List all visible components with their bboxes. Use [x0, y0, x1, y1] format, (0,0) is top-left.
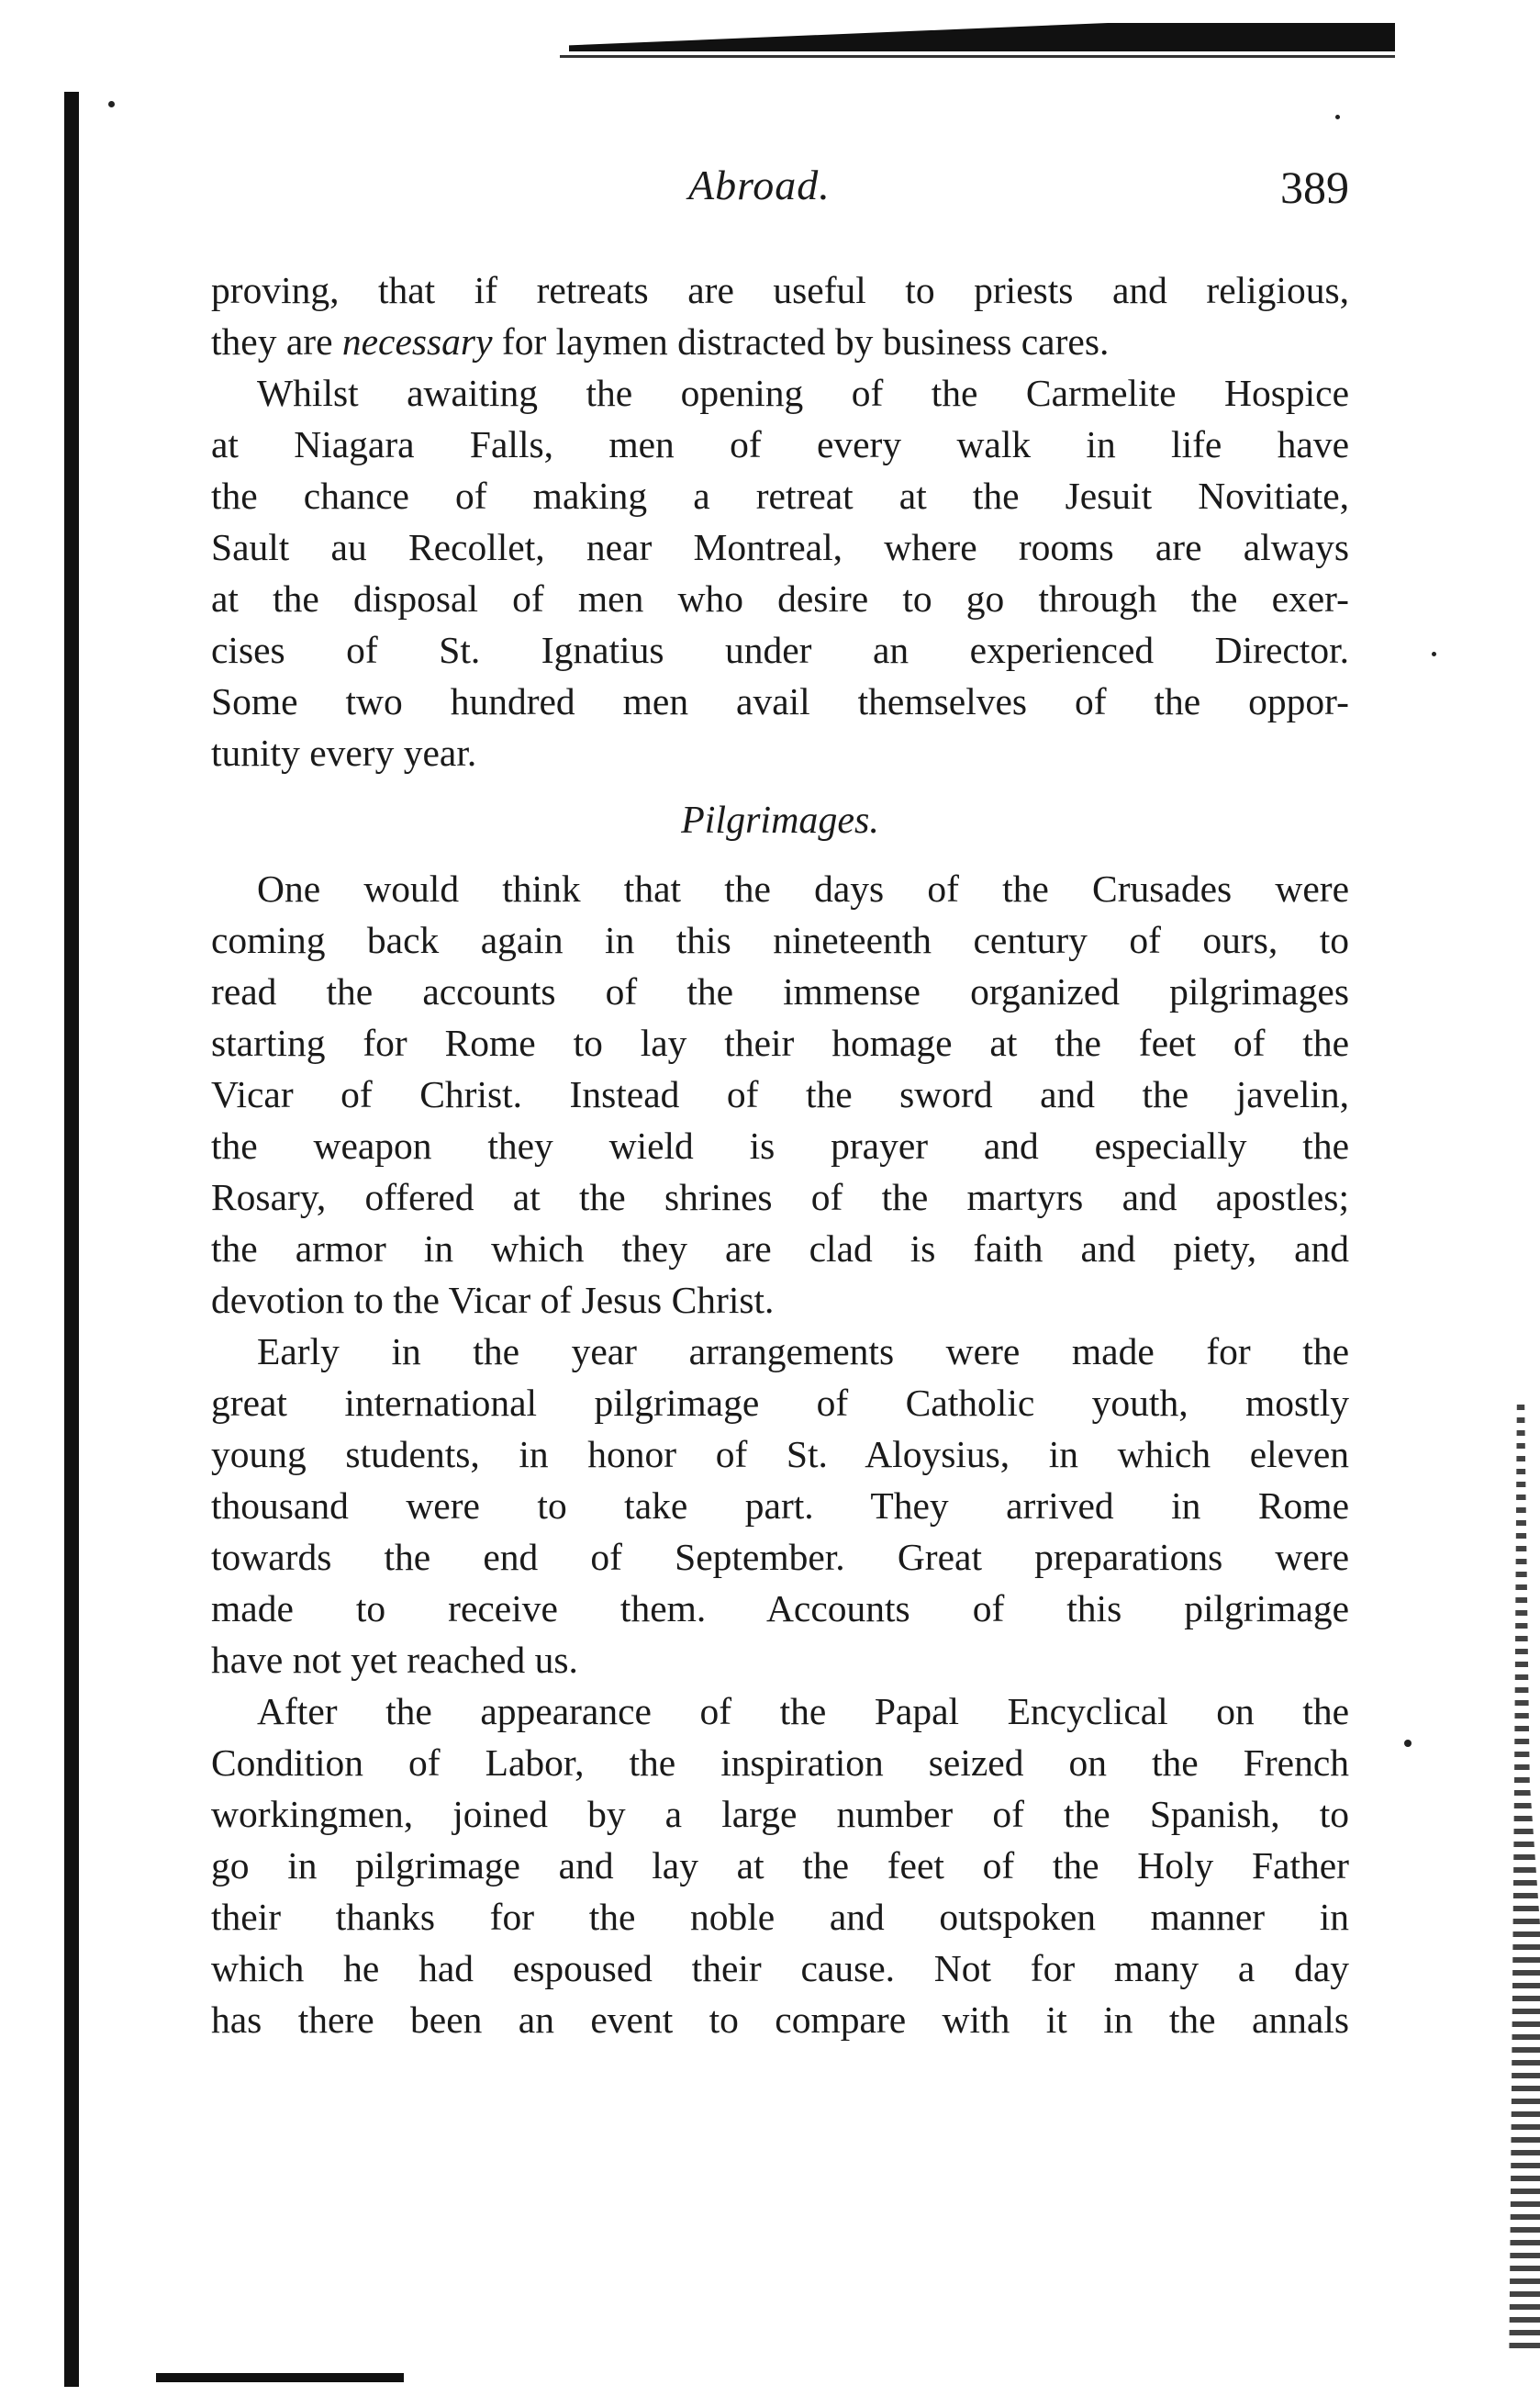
text-line: cises of St. Ignatius under an experienced Director. [211, 629, 1349, 671]
text-line: the weapon they wield is prayer and especially the [211, 1125, 1349, 1167]
text-line: Vicar of Christ. Instead of the sword and the javelin, [211, 1073, 1349, 1115]
italic-emphasis: necessary [341, 320, 493, 363]
text-line: Whilst awaiting the opening of the Carmelite Hospice [257, 372, 1349, 414]
paragraph [211, 863, 1349, 1326]
text-line: has there been an event to compare with it in the annals [211, 1999, 1349, 2041]
text-line: made to receive them. Accounts of this pilgrimage [211, 1587, 1349, 1629]
text-line: go in pilgrimage and lay at the feet of the Holy Father [211, 1844, 1349, 1887]
text-line: Rosary, offered at the shrines of the martyrs and apostles; [211, 1176, 1349, 1218]
text-line: their thanks for the noble and outspoken manner in [211, 1896, 1349, 1938]
text-line: at Niagara Falls, men of every walk in life have [211, 423, 1349, 465]
text-line: at the disposal of men who desire to go through the exer- [211, 577, 1349, 620]
text-line [211, 316, 1349, 367]
text-fragment: for laymen distracted by business cares. [492, 320, 1110, 363]
text-line: starting for Rome to lay their homage at the feet of the [211, 1022, 1349, 1064]
text-line: Early in the year arrangements were made for the [257, 1330, 1349, 1372]
text-line: the chance of making a retreat at the Jesuit Novitiate, [211, 475, 1349, 517]
scan-speck [1432, 652, 1436, 656]
paragraph [211, 1326, 1349, 1685]
scan-speck [1404, 1740, 1412, 1747]
scan-edge-top [569, 11, 1395, 51]
text-line: proving, that if retreats are useful to priests and religious, [211, 269, 1349, 311]
text-line: One would think that the days of the Crusades were [257, 868, 1349, 910]
text-line: towards the end of September. Great preparations were [211, 1536, 1349, 1578]
scan-edge-bottom [156, 2373, 404, 2382]
text-line: After the appearance of the Papal Encyclical on the [257, 1690, 1349, 1732]
text-line: Sault au Recollet, near Montreal, where rooms are always [211, 526, 1349, 568]
text-line: great international pilgrimage of Catholic youth, mostly [211, 1382, 1349, 1424]
paragraph [211, 264, 1349, 367]
text-line: have not yet reached us. [211, 1639, 578, 1681]
text-line: Condition of Labor, the inspiration seized on the French [211, 1741, 1349, 1784]
scan-speck [108, 101, 115, 107]
section-heading: Pilgrimages. [681, 800, 879, 842]
text-line: Some two hundred men avail themselves of the oppor- [211, 680, 1349, 722]
scan-rule-top [560, 55, 1395, 58]
paragraph [211, 1685, 1349, 2045]
text-line: devotion to the Vicar of Jesus Christ. [211, 1279, 775, 1321]
text-line: thousand were to take part. They arrived in Rome [211, 1484, 1349, 1527]
scan-speck [1335, 115, 1340, 119]
scan-edge-right [1489, 1405, 1540, 2350]
text-line: young students, in honor of St. Aloysius, in which eleven [211, 1433, 1349, 1475]
text-line: coming back again in this nineteenth century of ours, to [211, 919, 1349, 961]
running-head [211, 161, 1349, 234]
body-text [211, 264, 1349, 2045]
text-line: tunity every year. [211, 732, 477, 774]
paragraph [211, 367, 1349, 778]
text-line: the armor in which they are clad is faith and piety, and [211, 1227, 1349, 1270]
page-number: 389 [1280, 162, 1349, 213]
text-fragment: they are [211, 320, 342, 363]
text-line: workingmen, joined by a large number of the Spanish, to [211, 1793, 1349, 1835]
running-title: Abroad. [688, 162, 831, 208]
text-line: which he had espoused their cause. Not for many a day [211, 1947, 1349, 1989]
scan-edge-left [64, 92, 79, 2387]
text-line: read the accounts of the immense organized pilgrimages [211, 970, 1349, 1013]
